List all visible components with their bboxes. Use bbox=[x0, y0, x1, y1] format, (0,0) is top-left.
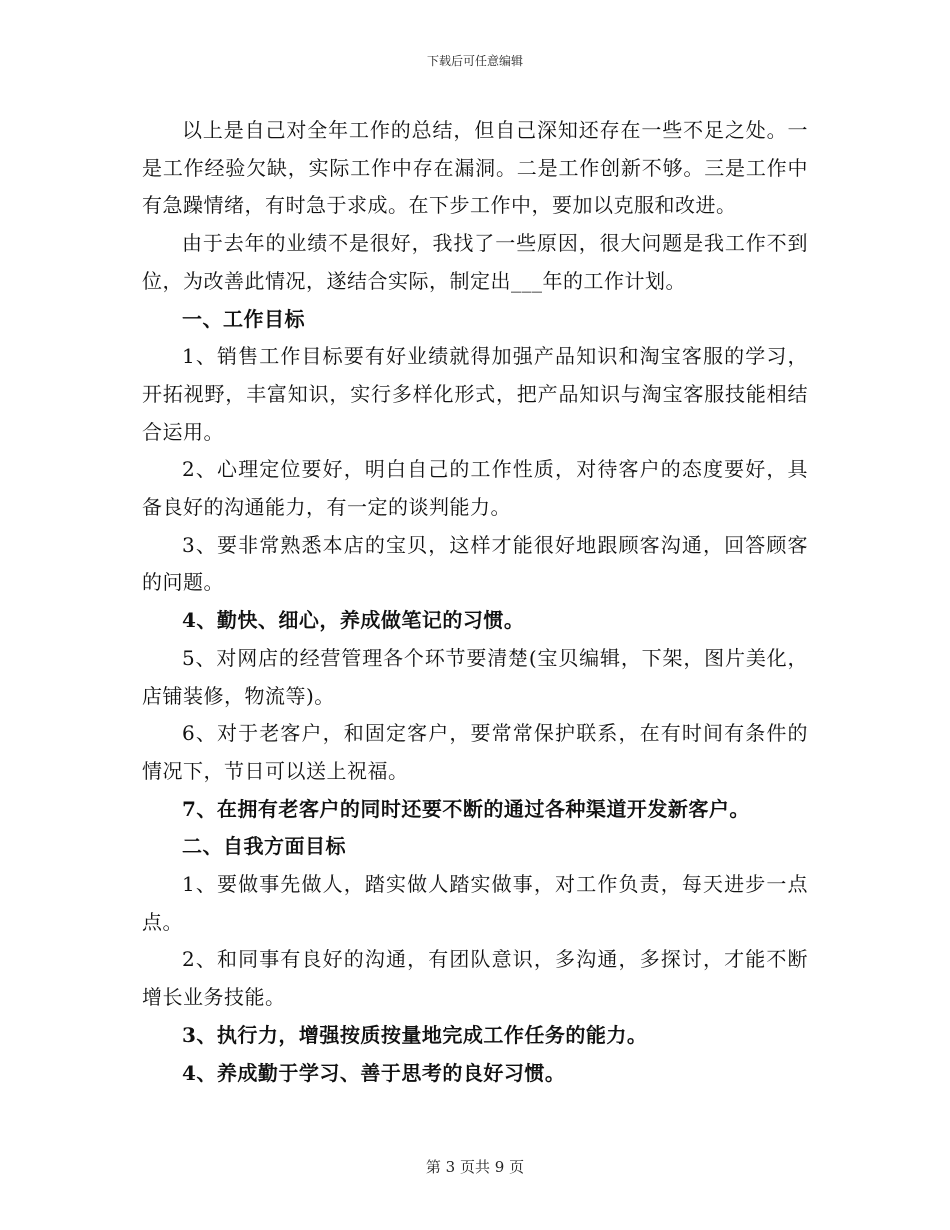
paragraph-goal-3: 3、要非常熟悉本店的宝贝，这样才能很好地跟顾客沟通，回答顾客的问题。 bbox=[142, 532, 808, 595]
page-number: 第 3 页共 9 页 bbox=[425, 1158, 525, 1176]
paragraph-summary: 以上是自己对全年工作的总结，但自己深知还存在一些不足之处。一是工作经验欠缺，实际工作中存在漏洞。二是工作创新不够。三是工作中有急躁情绪，有时急于求成。在下步工作中，要加以克服和改进。 bbox=[142, 118, 808, 218]
paragraph-self-goal-4: 4、养成勤于学习、善于思考的良好习惯。 bbox=[182, 1060, 566, 1085]
paragraph-goal-1: 1、销售工作目标要有好业绩就得加强产品知识和淘宝客服的学习，开拓视野，丰富知识，实行多样化形式，把产品知识与淘宝客服技能相结合运用。 bbox=[142, 344, 808, 444]
paragraph-self-goal-3: 3、执行力，增强按质按量地完成工作任务的能力。 bbox=[182, 1022, 648, 1047]
paragraph-goal-6: 6、对于老客户，和固定客户，要常常保护联系，在有时间有条件的情况下，节日可以送上祝福。 bbox=[142, 721, 808, 783]
paragraph-self-goal-1: 1、要做事先做人，踏实做人踏实做事，对工作负责，每天进步一点点。 bbox=[142, 872, 808, 934]
paragraph-goal-4: 4、勤快、细心，养成做笔记的习惯。 bbox=[182, 608, 525, 633]
paragraph-self-goal-2: 2、和同事有良好的沟通，有团队意识，多沟通，多探讨，才能不断增长业务技能。 bbox=[142, 947, 808, 1010]
page-header: 下载后可任意编辑 bbox=[426, 54, 523, 68]
paragraph-goal-5: 5、对网店的经营管理各个环节要清楚(宝贝编辑，下架，图片美化，店铺装修，物流等)。 bbox=[142, 645, 808, 708]
section-heading-self-goals: 二、自我方面目标 bbox=[182, 834, 346, 859]
paragraph-reason: 由于去年的业绩不是很好，我找了一些原因，很大问题是我工作不到位，为改善此情况，遂结合实际，制定出___年的工作计划。 bbox=[142, 231, 808, 293]
document-body bbox=[142, 112, 808, 1092]
paragraph-goal-7: 7、在拥有老客户的同时还要不断的通过各种渠道开发新客户。 bbox=[182, 796, 750, 821]
section-heading-work-goals: 一、工作目标 bbox=[182, 306, 305, 331]
paragraph-goal-2: 2、心理定位要好，明白自己的工作性质，对待客户的态度要好，具备良好的沟通能力，有一定的谈判能力。 bbox=[142, 457, 808, 520]
